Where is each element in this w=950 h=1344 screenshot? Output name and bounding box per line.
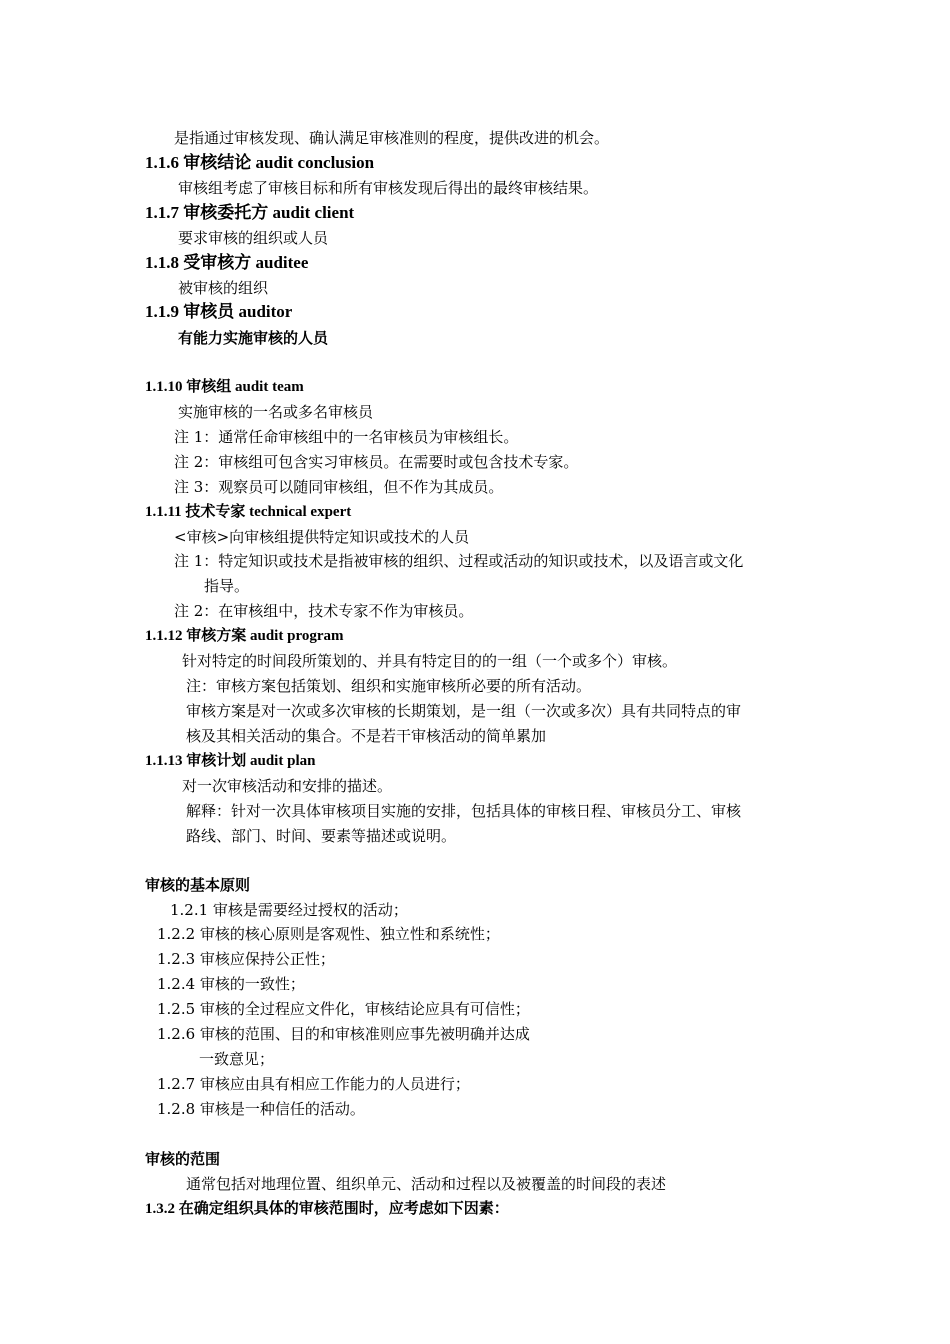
text-line: 审核组考虑了审核目标和所有审核发现后得出的最终审核结果。 [178, 179, 599, 197]
text-line: 对一次审核活动和安排的描述。 [182, 777, 393, 795]
heading-1-1-7: 1.1.7 审核委托方 audit client [145, 203, 355, 222]
list-item: 1.2.8 审核是一种信任的活动。 [157, 1100, 365, 1118]
text-line: 实施审核的一名或多名审核员 [178, 403, 374, 421]
heading-1-1-11: 1.1.11 技术专家 technical expert [145, 504, 352, 520]
heading-1-1-6: 1.1.6 审核结论 audit conclusion [145, 153, 375, 172]
list-item: 1.2.4 审核的一致性； [157, 975, 305, 993]
note-line-cont: 指导。 [204, 577, 250, 595]
list-item: 1.2.1 审核是需要经过授权的活动； [170, 901, 408, 919]
list-item: 1.2.2 审核的核心原则是客观性、独立性和系统性； [157, 925, 500, 943]
text-line-cont: 核及其相关活动的集合。不是若干审核活动的简单累加 [186, 727, 547, 745]
text-line: 是指通过审核发现、确认满足审核准则的程度，提供改进的机会。 [174, 129, 610, 147]
text-line: 要求审核的组织或人员 [178, 229, 329, 247]
list-item: 1.2.3 审核应保持公正性； [157, 950, 335, 968]
note-line: 注：审核方案包括策划、组织和实施审核所必要的所有活动。 [186, 677, 592, 695]
note-line: 注 2：审核组可包含实习审核员。在需要时或包含技术专家。 [174, 453, 579, 471]
note-line: 注 2：在审核组中，技术专家不作为审核员。 [174, 602, 474, 620]
note-line: 注 1：特定知识或技术是指被审核的组织、过程或活动的知识或技术，以及语言或文化 [174, 552, 744, 570]
text-line-cont: 路线、部门、时间、要素等描述或说明。 [186, 827, 457, 845]
text-line: 被审核的组织 [178, 279, 269, 297]
note-line: 注 1：通常任命审核组中的一名审核员为审核组长。 [174, 428, 519, 446]
text-line: 审核方案是对一次或多次审核的长期策划，是一组（一次或多次）具有共同特点的审 [186, 702, 742, 720]
text-line: 针对特定的时间段所策划的、并具有特定目的的一组（一个或多个）审核。 [182, 652, 678, 670]
section-title-principles: 审核的基本原则 [145, 876, 251, 894]
heading-1-1-8: 1.1.8 受审核方 auditee [145, 253, 309, 272]
list-item-cont: 一致意见； [199, 1050, 275, 1068]
heading-1-1-10: 1.1.10 审核组 audit team [145, 379, 304, 395]
list-item: 1.2.5 审核的全过程应文件化，审核结论应具有可信性； [157, 1000, 530, 1018]
text-line: 解释：针对一次具体审核项目实施的安排，包括具体的审核日程、审核员分工、审核 [186, 802, 742, 820]
text-line: 通常包括对地理位置、组织单元、活动和过程以及被覆盖的时间段的表述 [186, 1175, 667, 1193]
section-title-scope: 审核的范围 [145, 1150, 221, 1168]
heading-1-1-13: 1.1.13 审核计划 audit plan [145, 753, 316, 769]
heading-1-1-9: 1.1.9 审核员 auditor [145, 302, 293, 321]
text-line: <审核>向审核组提供特定知识或技术的人员 [174, 528, 470, 546]
heading-1-1-12: 1.1.12 审核方案 audit program [145, 628, 344, 644]
note-line: 注 3：观察员可以随同审核组，但不作为其成员。 [174, 478, 504, 496]
text-line-bold: 有能力实施审核的人员 [178, 329, 329, 347]
list-item: 1.2.7 审核应由具有相应工作能力的人员进行； [157, 1075, 470, 1093]
list-item: 1.2.6 审核的范围、目的和审核准则应事先被明确并达成 [157, 1025, 530, 1043]
heading-1-3-2: 1.3.2 在确定组织具体的审核范围时，应考虑如下因素： [145, 1201, 509, 1217]
